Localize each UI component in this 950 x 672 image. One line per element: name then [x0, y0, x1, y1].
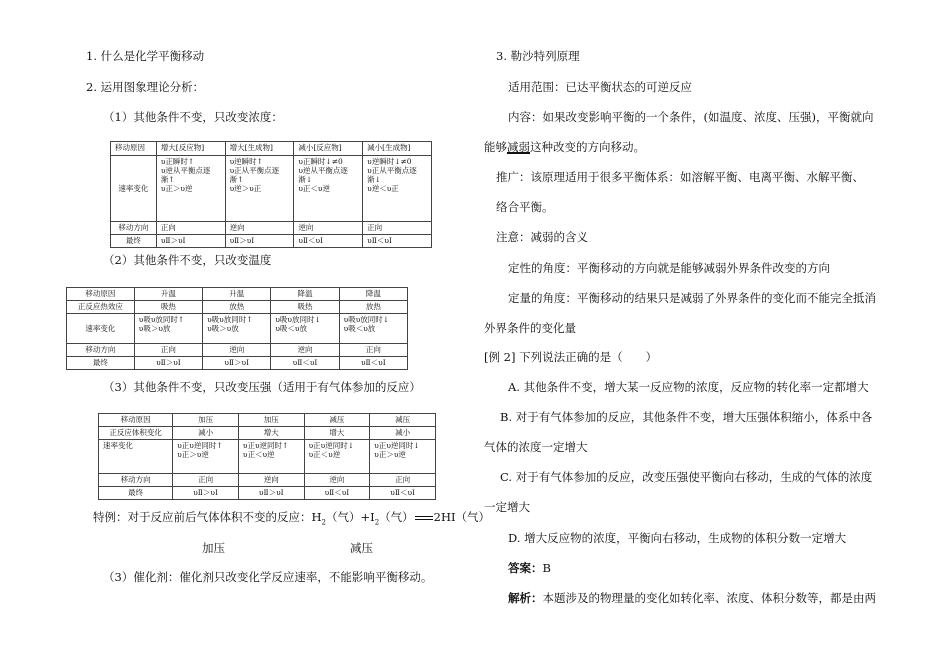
subscript: 2 — [374, 518, 380, 527]
table-header-cell: 减小[反应物] — [294, 142, 363, 156]
note-text: 注意：减弱的含义 — [496, 230, 588, 244]
row-label: 速率变化 — [111, 156, 157, 222]
table-cell: υ正υ逆同时↑ υ正＜υ逆 — [238, 440, 304, 474]
table-header-cell: 减压 — [304, 414, 370, 427]
table-cell: 吸热 — [134, 301, 202, 314]
pressure-table — [98, 413, 436, 500]
special-text-mid2: （气） — [379, 510, 414, 524]
scope-text: 适用范围：已达平衡状态的可逆反应 — [508, 80, 692, 94]
table-cell: 逆向 — [203, 344, 271, 357]
table-cell: υⅡ＜υⅠ — [339, 357, 407, 370]
table-header-cell: 降温 — [339, 288, 407, 301]
label-depressurize: 减压 — [350, 541, 373, 555]
quantitative-text-1: 定量的角度：平衡移动的结果只是减弱了外界条件的变化而不能完全抵消 — [508, 291, 876, 305]
row-label: 移动方向 — [111, 222, 157, 235]
label-pressurize: 加压 — [202, 541, 225, 555]
table-header-cell: 移动原因 — [99, 414, 173, 427]
table-cell: 减小 — [370, 427, 436, 440]
table-cell: 增大 — [238, 427, 304, 440]
content-text-2b: 这种改变的方向移动。 — [530, 140, 645, 154]
explanation-label: 解析： — [508, 591, 543, 605]
content-text-1: 内容：如果改变影响平衡的一个条件，(如温度、浓度、压强)，平衡就向 — [508, 110, 874, 124]
row-label: 最终 — [111, 235, 157, 248]
special-text-post: 2HI（气） — [433, 510, 491, 524]
content-text-2a: 能够 — [484, 140, 507, 154]
row-label: 速率变化 — [67, 314, 135, 344]
table-cell: 正向 — [134, 344, 202, 357]
table-cell: υ逆瞬时↓≠0 υ正从平衡点逐 渐↓ υ逆＜υ正 — [363, 156, 432, 222]
table-cell: υⅡ＞υⅠ — [203, 357, 271, 370]
special-case — [93, 510, 490, 529]
table-cell: υ逆瞬时↑ υ正从平衡点逐 渐↑ υ逆＞υ正 — [225, 156, 294, 222]
row-label: 正反应体积变化 — [99, 427, 173, 440]
table-header-cell: 升温 — [203, 288, 271, 301]
answer-value: B — [542, 561, 551, 575]
option-c-line-2: 一定增大 — [484, 500, 530, 514]
table-cell: 逆向 — [238, 474, 304, 487]
section-temperature: （2）其他条件不变，只改变温度 — [103, 253, 272, 267]
explanation-text: 本题涉及的物理量的变化如转化率、浓度、体积分数等，都是由两 — [542, 591, 876, 605]
table-header-cell: 升温 — [134, 288, 202, 301]
table-cell: 正向 — [156, 222, 225, 235]
option-c-line-1: C. 对于有气体参加的反应，改变压强使平衡向右移动，生成的气体的浓度 — [500, 470, 873, 484]
content-text-2 — [484, 140, 645, 154]
row-label: 最终 — [99, 487, 173, 500]
table-cell: υⅡ＜υⅠ — [294, 235, 363, 248]
table-cell: υ正υ逆同时↓ υ正＞υ逆 — [370, 440, 436, 474]
table-cell: υⅡ＜υⅠ — [363, 235, 432, 248]
explanation — [508, 591, 876, 605]
table-cell: 逆向 — [294, 222, 363, 235]
heading-2: 2. 运用图象理论分析： — [86, 80, 205, 94]
row-label: 移动方向 — [67, 344, 135, 357]
table-cell: υ正υ逆同时↓ υ正＜υ逆 — [304, 440, 370, 474]
option-b-line-1: B. 对于有气体参加的反应，其他条件不变，增大压强体积缩小，体系中各 — [500, 410, 873, 424]
table-cell: υⅡ＞υⅠ — [156, 235, 225, 248]
option-b-line-2: 气体的浓度一定增大 — [484, 440, 588, 454]
table-cell: υⅡ＜υⅠ — [304, 487, 370, 500]
heading-1: 1. 什么是化学平衡移动 — [86, 49, 205, 63]
example-title: [例 2] 下列说法正确的是（ ） — [484, 350, 658, 364]
table-cell: 增大 — [304, 427, 370, 440]
table-header-cell: 加压 — [238, 414, 304, 427]
qualitative-text: 定性的角度：平衡移动的方向就是能够减弱外界条件改变的方向 — [508, 261, 830, 275]
section-pressure: （3）其他条件不变，只改变压强（适用于有气体参加的反应） — [103, 380, 421, 394]
table-cell: 正向 — [173, 474, 239, 487]
table-header-cell: 加压 — [173, 414, 239, 427]
table-cell: 正向 — [339, 344, 407, 357]
row-label: 最终 — [67, 357, 135, 370]
table-cell: υ吸υ放同时↓ υ吸＜υ放 — [271, 314, 339, 344]
table-cell: 逆向 — [304, 474, 370, 487]
section-catalyst: （3）催化剂：催化剂只改变化学反应速率，不能影响平衡移动。 — [103, 570, 433, 584]
table-header-cell: 移动原因 — [111, 142, 157, 156]
heading-3: 3. 勒沙特列原理 — [496, 49, 580, 63]
table-cell: υⅡ＞υⅠ — [225, 235, 294, 248]
temperature-table — [66, 287, 408, 370]
table-header-cell: 增大[生成物] — [225, 142, 294, 156]
extension-text-2: 络合平衡。 — [496, 200, 554, 214]
table-header-cell: 降温 — [271, 288, 339, 301]
table-cell: 放热 — [203, 301, 271, 314]
table-cell: 吸热 — [271, 301, 339, 314]
table-header-cell: 减压 — [370, 414, 436, 427]
section-concentration: （1）其他条件不变，只改变浓度： — [103, 110, 283, 124]
table-cell: 正向 — [370, 474, 436, 487]
row-label: 正反应热效应 — [67, 301, 135, 314]
concentration-table — [110, 141, 432, 248]
table-cell: υ吸υ放同时↓ υ吸＜υ放 — [339, 314, 407, 344]
special-text-pre: 特例：对于反应前后气体体积不变的反应：H — [93, 510, 322, 524]
row-label: 速率变化 — [99, 440, 173, 474]
table-cell: υⅡ＞υⅠ — [173, 487, 239, 500]
table-cell: υⅡ＞υⅠ — [134, 357, 202, 370]
table-cell: 放热 — [339, 301, 407, 314]
table-cell: υ正瞬时↑ υ逆从平衡点逐 渐↑ υ正＞υ逆 — [156, 156, 225, 222]
table-header-cell: 减小[生成物] — [363, 142, 432, 156]
table-cell: 逆向 — [225, 222, 294, 235]
table-cell: 减小 — [173, 427, 239, 440]
answer-label: 答案： — [508, 561, 543, 575]
option-a: A. 其他条件不变，增大某一反应物的浓度，反应物的转化率一定都增大 — [508, 380, 869, 394]
equilibrium-arrow-icon — [414, 514, 434, 522]
answer — [508, 561, 551, 575]
special-text-mid: （气）+I — [326, 510, 375, 524]
row-label: 移动方向 — [99, 474, 173, 487]
table-cell: υ正瞬时↓≠0 υ逆从平衡点逐 渐↓ υ正＜υ逆 — [294, 156, 363, 222]
extension-text-1: 推广：该原理适用于很多平衡体系：如溶解平衡、电离平衡、水解平衡、 — [496, 170, 864, 184]
quantitative-text-2: 外界条件的变化量 — [484, 321, 576, 335]
table-header-cell: 增大[反应物] — [156, 142, 225, 156]
table-cell: υⅡ＜υⅠ — [271, 357, 339, 370]
underlined-word: 减弱 — [507, 140, 530, 154]
table-cell: 正向 — [363, 222, 432, 235]
table-cell: υ吸υ放同时↑ υ吸＞υ放 — [134, 314, 202, 344]
table-cell: υⅡ＞υⅠ — [238, 487, 304, 500]
table-header-cell: 移动原因 — [67, 288, 135, 301]
option-d: D. 增大反应物的浓度，平衡向右移动，生成物的体积分数一定增大 — [508, 531, 847, 545]
subscript: 2 — [321, 518, 326, 527]
table-cell: υ吸υ放同时↑ υ吸＞υ放 — [203, 314, 271, 344]
table-cell: υ正υ逆同时↑ υ正＞υ逆 — [173, 440, 239, 474]
table-cell: 逆向 — [271, 344, 339, 357]
table-cell: υⅡ＜υⅠ — [370, 487, 436, 500]
